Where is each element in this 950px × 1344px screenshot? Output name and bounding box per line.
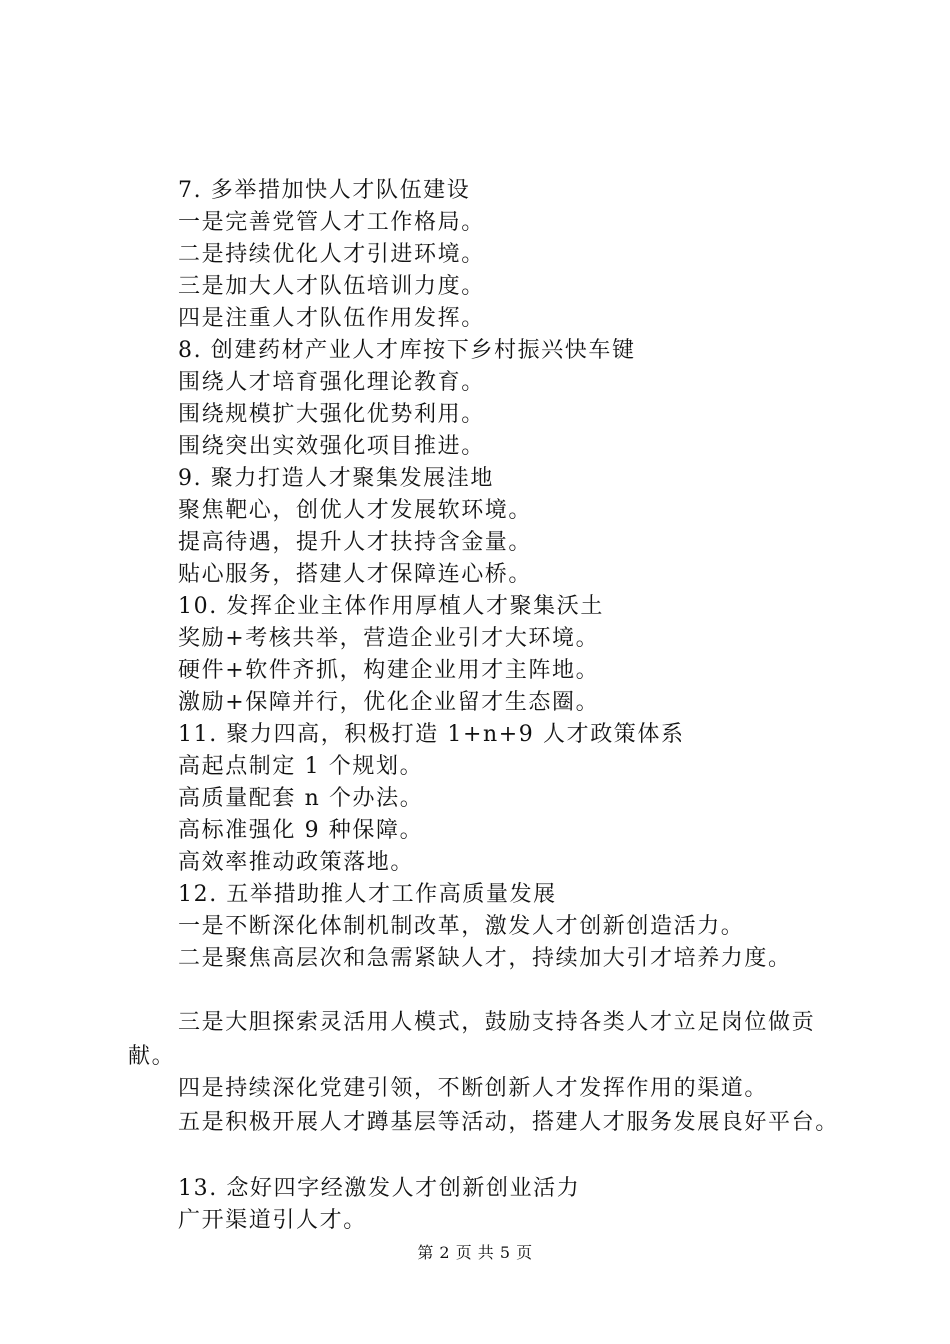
text-line: 围绕突出实效强化项目推进。 [178,434,485,459]
paragraph: 五是积极开展人才蹲基层等活动，搭建人才服务发展良好平台。 [178,1110,839,1135]
text-line: 二是聚焦高层次和急需紧缺人才，持续加大引才培养力度。 [178,946,792,971]
heading-7: 7. 多举措加快人才队伍建设 [178,178,471,203]
heading-8: 8. 创建药材产业人才库按下乡村振兴快车键 [178,338,636,363]
text-line: 围绕人才培育强化理论教育。 [178,370,485,395]
heading-10: 10. 发挥企业主体作用厚植人才聚集沃土 [178,594,604,619]
text-line: 广开渠道引人才。 [178,1208,367,1233]
page-footer: 第 2 页 共 5 页 [417,1243,533,1262]
text-line: 高标准强化 9 种保障。 [178,818,424,843]
text-line: 提高待遇，提升人才扶持含金量。 [178,530,533,555]
paragraph: 三是大胆探索灵活用人模式，鼓励支持各类人才立足岗位做贡献。 [128,1010,816,1069]
text-line: 一是完善党管人才工作格局。 [178,210,485,235]
heading-13: 13. 念好四字经激发人才创新创业活力 [178,1176,581,1201]
heading-11: 11. 聚力四高，积极打造 1+n+9 人才政策体系 [178,722,685,747]
text-line: 贴心服务，搭建人才保障连心桥。 [178,562,533,587]
text-line: 三是加大人才队伍培训力度。 [178,274,485,299]
heading-9: 9. 聚力打造人才聚集发展洼地 [178,466,494,491]
text-line: 奖励+考核共举，营造企业引才大环境。 [178,626,600,651]
text-line: 高效率推动政策落地。 [178,850,415,875]
text-line: 聚焦靶心，创优人才发展软环境。 [178,498,533,523]
text-line: 一是不断深化体制机制改革，激发人才创新创造活力。 [178,914,745,939]
text-line: 激励+保障并行，优化企业留才生态圈。 [178,690,600,715]
text-line: 四是持续深化党建引领，不断创新人才发挥作用的渠道。 [178,1076,769,1101]
text-line: 高起点制定 1 个规划。 [178,754,424,779]
text-line: 围绕规模扩大强化优势利用。 [178,402,485,427]
text-line: 四是注重人才队伍作用发挥。 [178,306,485,331]
heading-12: 12. 五举措助推人才工作高质量发展 [178,882,557,907]
text-line: 硬件+软件齐抓，构建企业用才主阵地。 [178,658,600,683]
text-line: 二是持续优化人才引进环境。 [178,242,485,267]
text-line: 高质量配套 n 个办法。 [178,786,424,811]
